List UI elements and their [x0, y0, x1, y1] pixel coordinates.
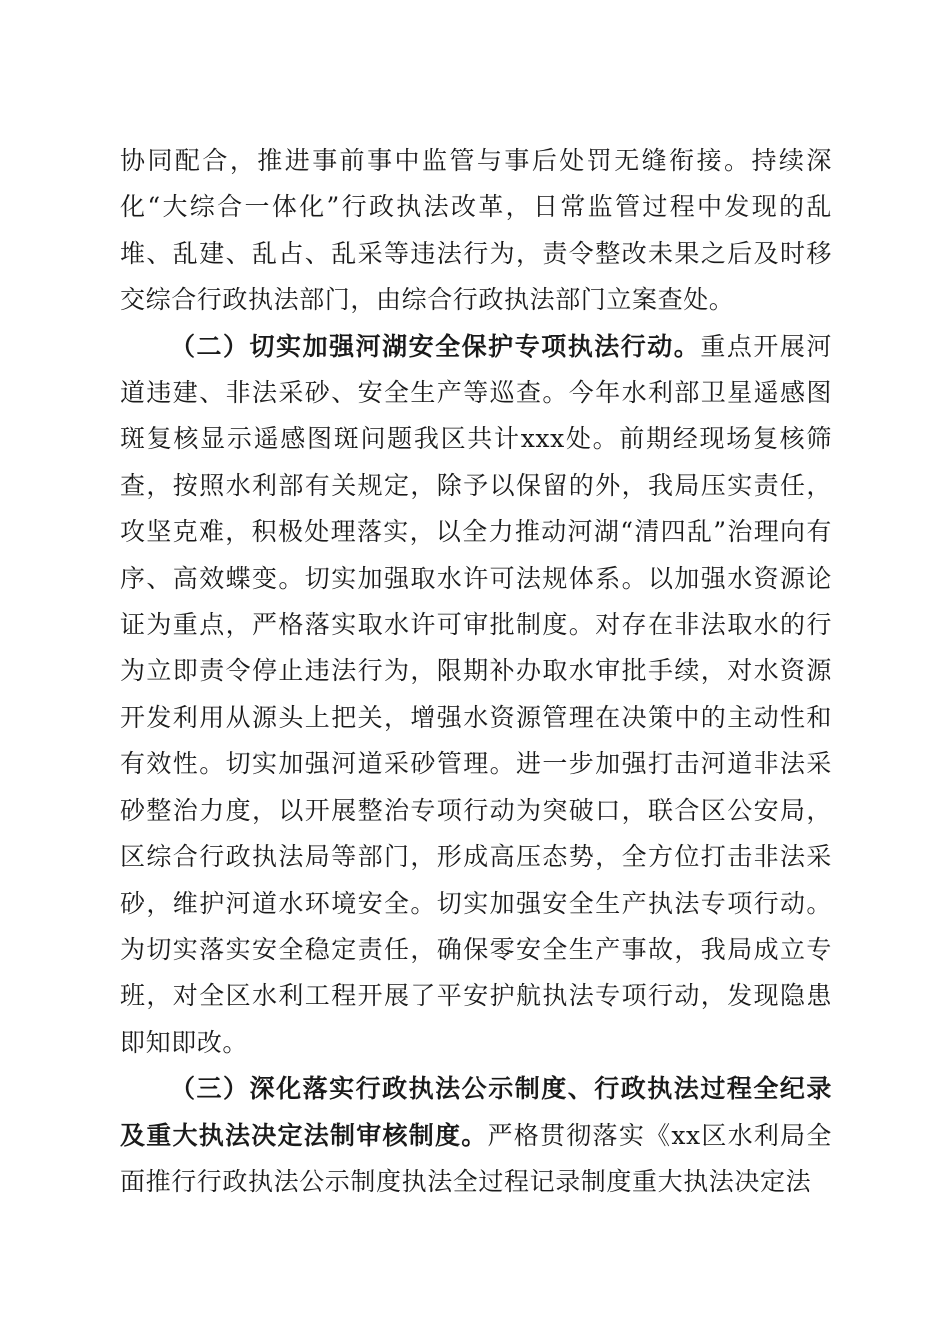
- paragraph-3: [120, 1066, 832, 1205]
- paragraph-1: 协同配合，推进事前事中监管与事后处罚无缝衔接。持续深化“大综合一体化”行政执法改革，日常监管过程中发现的乱堆、乱建、乱占、乱采等违法行为，责令整改未果之后及时移交综合行政执法部门，由综合行政执法部门立案查处。: [120, 146, 832, 315]
- paragraph-2: [120, 324, 832, 1067]
- document-body: [120, 138, 832, 1205]
- section-heading-2: （二）切实加强河湖安全保护专项执法行动。: [170, 331, 701, 361]
- paragraph-2-body: 重点开展河道违建、非法采砂、安全生产等巡查。今年水利部卫星遥感图斑复核显示遥感图斑问题我区共计xxx处。前期经现场复核筛查，按照水利部有关规定，除予以保留的外，我局压实责任，攻坚克难，积极处理落实，以全力推动河湖“清四乱”治理向有序、高效蝶变。切实加强取水许可法规体系。以加强水资源论证为重点，严格落实取水许可审批制度。对存在非法取水的行为立即责令停止违法行为，限期补办取水审批手续，对水资源开发利用从源头上把关，增强水资源管理在决策中的主动性和有效性。切实加强河道采砂管理。进一步加强打击河道非法采砂整治力度，以开展整治专项行动为突破口，联合区公安局，区综合行政执法局等部门，形成高压态势，全方位打击非法采砂，维护河道水环境安全。切实加强安全生产执法专项行动。为切实落实安全稳定责任，确保零安全生产事故，我局成立专班，对全区水利工程开展了平安护航执法专项行动，发现隐患即知即改。: [120, 331, 832, 1057]
- paragraph-3-body: 严格贯彻落实《xx区水利局全面推行行政执法公示制度执法全过程记录制度重大执法决定法: [120, 1120, 832, 1196]
- section-heading-3: （三）深化落实行政执法公示制度、行政执法过程全纪录及重大执法决定法制审核制度。: [120, 1074, 832, 1150]
